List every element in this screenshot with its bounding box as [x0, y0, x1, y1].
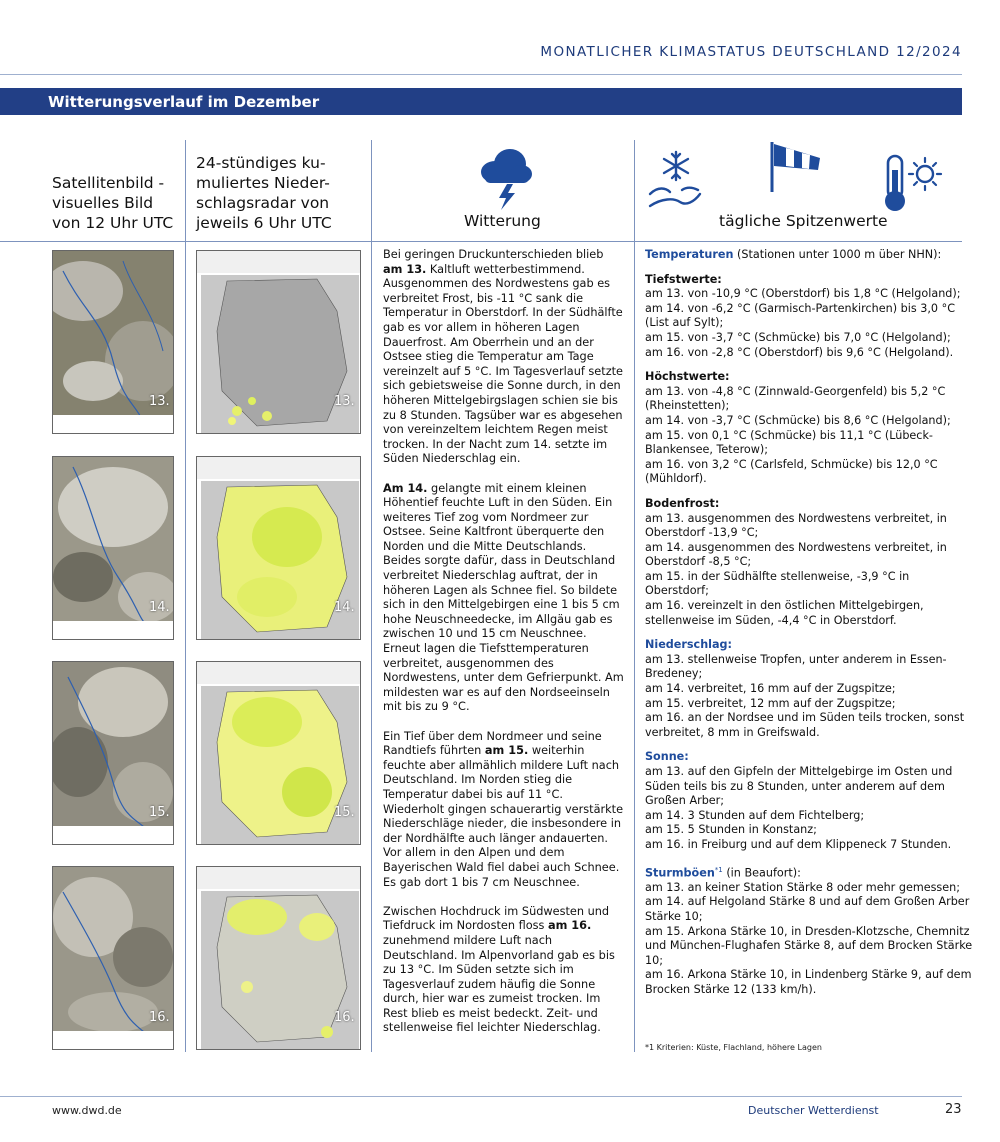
windsock-icon [766, 140, 824, 200]
weather-text [383, 248, 626, 1051]
radar-day-label-16: 16. [334, 1010, 355, 1025]
max-temps: Höchstwerte: am 13. von -4,8 °C (Zinnwald-Georgenfeld) bis 5,2 °C (Rheinstetten); am 14. von -3,7 °C (Schmücke) bis 8,6 °C (Helgoland); am 15. von 0,1 °C (Schmücke) bis 11,1 °C (Lübeck-Blankensee, Teterow); am 16. von 3,2 °C (Carlsfeld, Schmücke) bis 12,0 °C (Mühldorf). [645, 370, 951, 486]
storm-gusts: Sturmböen$^{*1}$ (in Beaufort): am 13. an keiner Station Stärke 8 oder mehr gemessen; am 14. auf Helgoland Stärke 8 und auf dem Großen Arber Stärke 10; am 15. Arkona Stärke 10, in Dresden-Klotzsche, Chemnitz und München-Flughafen Stärke 8, auf dem Brocken Stärke 10; am 16. Arkona Stärke 10, in Lindenberg Stärke 9, auf dem Brocken Stärke 12 (133 km/h). [645, 865, 973, 997]
weather-paragraph-13: Bei geringen Druckunterschieden blieb am 13. Kaltluft wetterbestimmend. Ausgenommen des Nordwestens gab es verbreitet Frost, bis -11 °C sank die Temperatur in Oberstdorf. In der Südhälfte gab es vor allem in höheren Lagen Dauerfrost. Am Oberrhein und an der Ostsee stieg die Temperatur am Tage vereinzelt auf 5 °C. Im Tagesverlauf setzte sich gebietsweise die Sonne durch, in den höheren Mittelgebirgslagen schien sie bis zu 8 Stunden. Tagsüber war es abgesehen von vereinzeltem leichtem Regen meist trocken. In der Nacht zum 14. setzte im Süden Niederschlag ein. [383, 248, 623, 466]
radar-image-15 [196, 661, 361, 845]
peaks-column-header: tägliche Spitzenwerte [719, 212, 888, 230]
radar-day-label-14: 14. [334, 600, 355, 615]
radar-day-label-13: 13. [334, 394, 355, 409]
day-label-14: 14. [149, 600, 170, 615]
weather-column-header: Witterung [464, 212, 541, 230]
radar-image-13 [196, 250, 361, 434]
ground-frost: Bodenfrost: am 13. ausgenommen des Nordwestens verbreitet, in Oberstdorf -13,9 °C; am 14. ausgenommen des Nordwestens verbreitet, in Oberstdorf -8,5 °C; am 15. in der Südhälfte stellenweise, -3,9 °C in Oberstdorf; am 16. vereinzelt in den östlichen Mittelgebirgen, stellenweise im Süden, -4,4 °C in Oberstdorf. [645, 496, 947, 627]
min-temps: Tiefstwerte: am 13. von -10,9 °C (Oberstdorf) bis 1,8 °C (Helgoland); am 14. von -6,2 °C (Garmisch-Partenkirchen) bis 3,0 °C (List auf Sylt); am 15. von -3,7 °C (Schmücke) bis 7,0 °C (Helgoland); am 16. von -2,8 °C (Oberstdorf) bis 9,6 °C (Helgoland). [645, 272, 961, 359]
header-divider [0, 241, 962, 242]
day-label-15: 15. [149, 805, 170, 820]
header-title: MONATLICHER KLIMASTATUS DEUTSCHLAND 12/2024 [540, 44, 962, 60]
day-label-16: 16. [149, 1010, 170, 1025]
satellite-image-13 [52, 250, 174, 434]
satellite-column-header: Satellitenbild - visuelles Bild von 12 Uhr UTC [52, 174, 174, 232]
peak-values [645, 248, 975, 1008]
footer-organization: Deutscher Wetterdienst [748, 1104, 879, 1117]
day-label-13: 13. [149, 394, 170, 409]
radar-image-14 [196, 456, 361, 640]
satellite-image-14 [52, 456, 174, 640]
thermometer-sun-icon [880, 152, 944, 218]
satellite-image-15 [52, 661, 174, 845]
weather-paragraph-14: Am 14. gelangte mit einem kleinen Höhentief feuchte Luft in den Süden. Ein weiteres Tief zog vom Nordmeer zur Ostsee. Seine Kaltfront überquerte den Norden und die Mitte Deutschlands. Beides sorgte dafür, dass in Deutschland verbreitet Niederschlag auftrat, der in höheren Lagen als Schnee fiel. So bildete sich in den Mittelgebirgen eine 1 bis 5 cm hohe Neuschneedecke, im Allgäu gab es zwischen 10 und 15 cm Neuschnee. Erneut lagen die Tiefsttemperaturen verbreitet, ausgenommen des Nordwestens, unter dem Gefrierpunkt. Am mildesten war es auf den Nordseeinseln mit bis zu 9 °C. [383, 481, 624, 714]
snowflake-icon [648, 150, 706, 214]
cloud-lightning-icon [477, 142, 533, 214]
divider-weather [634, 140, 635, 1052]
radar-image-16 [196, 866, 361, 1050]
satellite-image-16 [52, 866, 174, 1050]
section-title: Witterungsverlauf im Dezember [0, 88, 962, 115]
footer-url[interactable]: www.dwd.de [52, 1104, 122, 1117]
radar-column-header: 24-stündiges ku- muliertes Nieder- schlagsradar von jeweils 6 Uhr UTC [196, 154, 332, 232]
footer-rule [0, 1096, 962, 1097]
precipitation: Niederschlag: am 13. stellenweise Tropfen, unter anderem in Essen-Bredeney; am 14. verbreitet, 16 mm auf der Zugspitze; am 15. verbreitet, 12 mm auf der Zugspitze; am 16. an der Nordsee und im Süden teils trocken, sonst verbreitet, 8 mm in Greifswald. [645, 638, 965, 739]
weather-paragraph-16: Zwischen Hochdruck im Südwesten und Tiefdruck im Nordosten floss am 16. zunehmend mildere Luft nach Deutschland. Im Alpenvorland gab es bis zu 13 °C. Im Süden setzte sich im Tagesverlauf zudem häufig die Sonne durch, hier war es zumeist trocken. Im Rest blieb es meist bedeckt. Zeit- und stellenweise fiel leichter Niederschlag. [383, 904, 615, 1035]
weather-paragraph-15: Ein Tief über dem Nordmeer und seine Randtiefs führten am 15. weiterhin feuchte aber allmählich mildere Luft nach Deutschland. Im Norden stieg die Temperatur dabei bis auf 11 °C. Wiederholt gingen schauerartig verstärkte Niederschläge nieder, die insbesondere in der Nordhälfte auch länger andauerten. Vor allem in den Alpen und dem Bayerischen Wald fiel dabei auch Schnee. Es gab dort 1 bis 7 cm Neuschnee. [383, 729, 624, 889]
divider-satellite [185, 140, 186, 1052]
sunshine: Sonne: am 13. auf den Gipfeln der Mittelgebirge im Osten und Süden teils bis zu 8 Stunden, unter anderem auf dem Großen Arber; am 14. 3 Stunden auf dem Fichtelberg; am 15. 5 Stunden in Konstanz; am 16. in Freiburg und auf dem Klippeneck 7 Stunden. [645, 750, 953, 851]
page-number: 23 [945, 1102, 962, 1117]
divider-radar [371, 140, 372, 1052]
radar-day-label-15: 15. [334, 805, 355, 820]
header-rule [0, 74, 962, 75]
temperatures-heading: Temperaturen (Stationen unter 1000 m über NHN): [645, 248, 942, 261]
footnote: *1 Kriterien: Küste, Flachland, höhere Lagen [645, 1043, 822, 1052]
